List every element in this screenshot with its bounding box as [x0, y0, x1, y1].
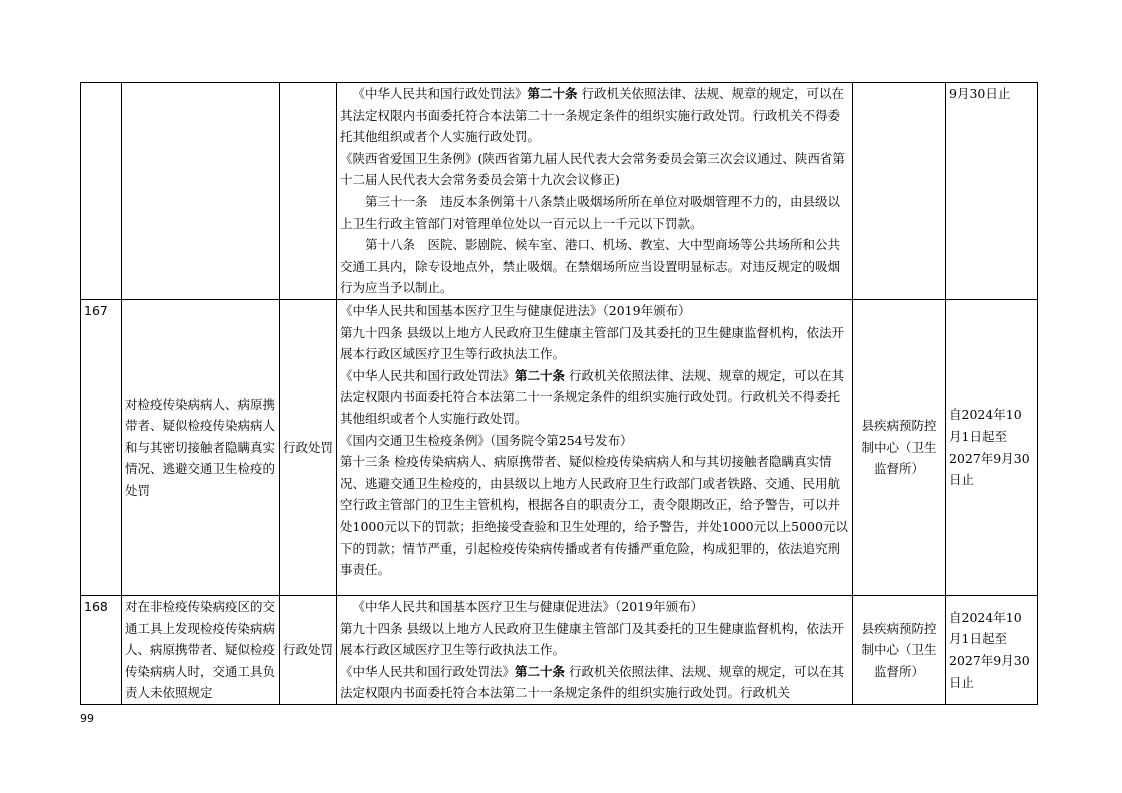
table-row	[81, 300, 1038, 596]
item-category	[280, 83, 337, 300]
implementing-agency	[853, 83, 946, 300]
item-name	[122, 83, 280, 300]
row-number	[81, 83, 122, 300]
row-number: 167	[81, 300, 122, 596]
implementing-agency: 县疾病预防控制中心（卫生监督所）	[853, 300, 946, 596]
law-paragraph: 《陕西省爱国卫生条例》(陕西省第九届人民代表大会常务委员会第三次会议通过、陕西省第十二届人民代表大会常务委员会第十九次会议修正)	[340, 150, 845, 188]
table-row	[81, 83, 1038, 300]
law-paragraph: 《中华人民共和国基本医疗卫生与健康促进法》（2019年颁布）	[352, 599, 704, 614]
regulation-table	[80, 82, 1038, 705]
law-paragraph: 第十三条 检疫传染病病人、病原携带者、疑似检疫传染病病人和与其切接触者隐瞒真实情况、逃避交通卫生检疫的，由县级以上地方人民政府卫生行政部门或者铁路、交通、民用航空行政主管部门的卫生主管机构，根据各自的职责分工，责令限期改正，给予警告，可以并处1000元以下的罚款；拒绝接受查验和卫生处理的，给予警告，并处1000元以上5000元以下的罚款；情节严重，引起检疫传染病传播或者有传播严重危险，构成犯罪的，依法追究刑事责任。	[340, 454, 848, 578]
item-name: 对检疫传染病病人、病原携带者、疑似检疫传染病病人和与其密切接触者隐瞒真实情况、逃避交通卫生检疫的处罚	[122, 300, 280, 596]
entrustment-period: 自2024年10月1日起至2027年9月30日止	[946, 596, 1038, 705]
entrustment-period: 9月30日止	[946, 83, 1038, 300]
law-paragraph: 第九十四条 县级以上地方人民政府卫生健康主管部门及其委托的卫生健康监督机构，依法开展本行政区域医疗卫生等行政执法工作。	[340, 620, 844, 658]
law-paragraph: 第九十四条 县级以上地方人民政府卫生健康主管部门及其委托的卫生健康监督机构，依法开展本行政区域医疗卫生等行政执法工作。	[340, 324, 844, 362]
law-paragraph: 《中华人民共和国行政处罚法》第二十条 行政机关依照法律、法规、规章的规定，可以在其法定权限内书面委托符合本法第二十一条规定条件的组织实施行政处罚。行政机关	[340, 663, 845, 701]
item-name: 对在非检疫传染病疫区的交通工具上发现检疫传染病病人、病原携带者、疑似检疫传染病病人时，交通工具负责人未依照规定	[122, 596, 280, 705]
law-paragraph: 《中华人民共和国行政处罚法》第二十条 行政机关依照法律、法规、规章的规定，可以在其法定权限内书面委托符合本法第二十一条规定条件的组织实施行政处罚。行政机关不得委托其他组织或者个人实施行政处罚。	[340, 86, 845, 145]
implementing-agency: 县疾病预防控制中心（卫生监督所）	[853, 596, 946, 705]
legal-basis	[337, 300, 853, 596]
entrustment-period: 自2024年10月1日起至2027年9月30日止	[946, 300, 1038, 596]
law-paragraph: 《中华人民共和国行政处罚法》第二十条 行政机关依照法律、法规、规章的规定，可以在其法定权限内书面委托符合本法第二十一条规定条件的组织实施行政处罚。行政机关不得委托其他组织或者个人实施行政处罚。	[340, 367, 845, 426]
law-paragraph: 《中华人民共和国基本医疗卫生与健康促进法》（2019年颁布）	[340, 303, 691, 318]
item-category: 行政处罚	[280, 300, 337, 596]
page-number: 99	[80, 712, 94, 725]
table-row	[81, 596, 1038, 705]
legal-basis	[337, 596, 853, 705]
legal-basis	[337, 83, 853, 300]
law-paragraph: 第十八条 医院、影剧院、候车室、港口、机场、教室、大中型商场等公共场所和公共交通工具内，除专设地点外，禁止吸烟。在禁烟场所应当设置明显标志。对违反规定的吸烟行为应当予以制止。	[340, 237, 841, 296]
item-category: 行政处罚	[280, 596, 337, 705]
row-number: 168	[81, 596, 122, 705]
law-paragraph: 第三十一条 违反本条例第十八条禁止吸烟场所所在单位对吸烟管理不力的，由县级以上卫生行政主管部门对管理单位处以一百元以上一千元以下罚款。	[340, 193, 841, 231]
law-paragraph: 《国内交通卫生检疫条例》（国务院令第254号发布）	[340, 432, 633, 448]
